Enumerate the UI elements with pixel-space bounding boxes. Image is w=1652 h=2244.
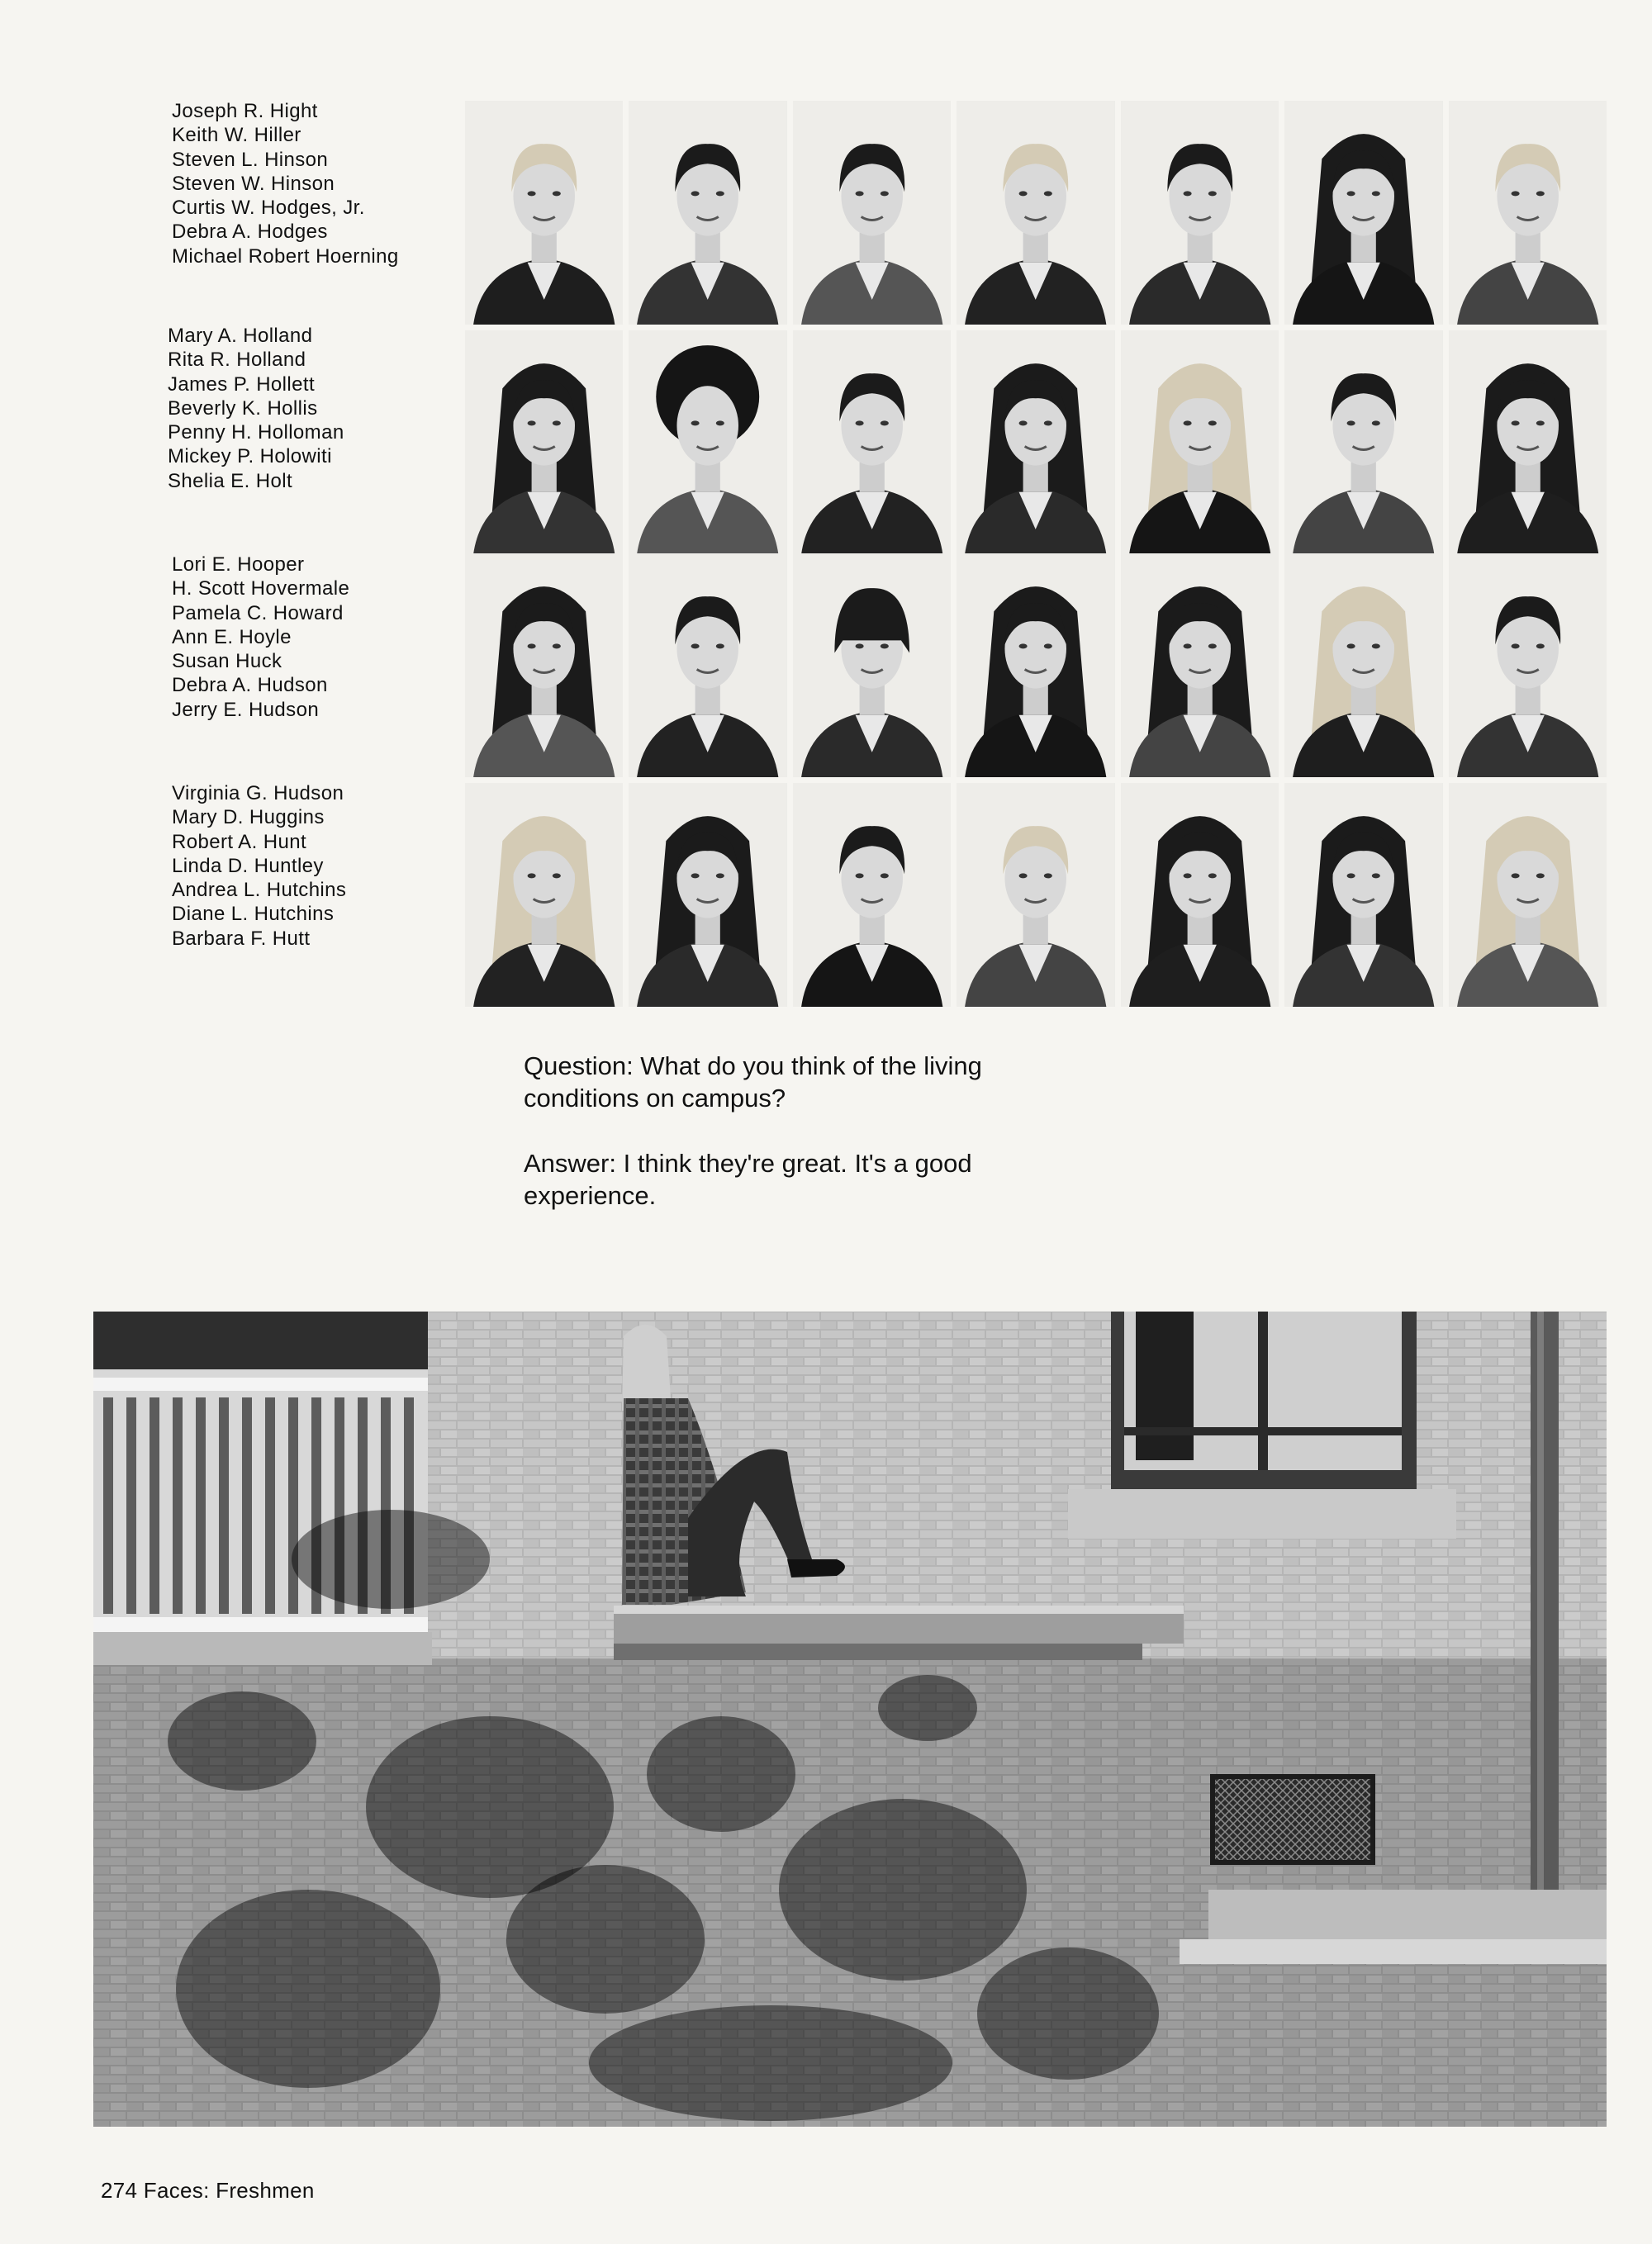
- answer-line: experience.: [524, 1181, 657, 1210]
- student-name: Joseph R. Hight: [172, 100, 318, 122]
- student-name: Robert A. Hunt: [172, 830, 307, 853]
- student-portrait: [1449, 783, 1607, 1007]
- student-portrait: [629, 553, 786, 777]
- student-name: Jerry E. Hudson: [172, 698, 320, 721]
- student-name: Andrea L. Hutchins: [172, 879, 347, 902]
- student-portrait: [793, 101, 951, 325]
- student-portrait: [793, 783, 951, 1007]
- student-portrait: [465, 553, 623, 777]
- student-portrait: [465, 101, 623, 325]
- student-portrait: [957, 101, 1114, 325]
- student-name: Rita R. Holland: [168, 349, 306, 372]
- student-name: Keith W. Hiller: [172, 124, 301, 147]
- student-name: Susan Huck: [172, 650, 282, 673]
- student-portrait: [1449, 330, 1607, 554]
- student-portrait: [1284, 101, 1442, 325]
- student-name: Steven L. Hinson: [172, 148, 329, 171]
- student-name: Curtis W. Hodges, Jr.: [172, 197, 365, 220]
- student-portrait: [793, 330, 951, 554]
- page-footer: 274 Faces: Freshmen: [101, 2178, 315, 2203]
- student-name: Ann E. Hoyle: [172, 625, 292, 648]
- student-name: Mickey P. Holowiti: [168, 445, 332, 468]
- student-portrait: [1121, 101, 1279, 325]
- student-name: Shelia E. Holt: [168, 469, 293, 492]
- portrait-row-1: [465, 101, 1607, 325]
- student-name: Beverly K. Hollis: [168, 396, 318, 420]
- student-name: Diane L. Hutchins: [172, 903, 335, 926]
- student-portrait: [1284, 330, 1442, 554]
- interview-question: [524, 1050, 1151, 1114]
- student-name: Lori E. Hooper: [172, 553, 305, 576]
- student-name: Debra A. Hudson: [172, 674, 328, 697]
- student-name: H. Scott Hovermale: [172, 577, 350, 600]
- student-name: Barbara F. Hutt: [172, 927, 311, 950]
- student-name: Steven W. Hinson: [172, 172, 335, 195]
- answer-line: Answer: I think they're great. It's a good: [524, 1149, 972, 1178]
- student-portrait: [629, 101, 786, 325]
- student-portrait: [793, 553, 951, 777]
- student-name: James P. Hollett: [168, 372, 316, 396]
- interview-answer: [524, 1147, 1151, 1212]
- portrait-row-3: [465, 553, 1607, 777]
- name-list-row-2: [168, 324, 449, 493]
- student-name: Linda D. Huntley: [172, 854, 324, 877]
- question-line: conditions on campus?: [524, 1084, 786, 1113]
- student-portrait: [1121, 783, 1279, 1007]
- name-list-row-4: [172, 781, 453, 951]
- student-name: Mary D. Huggins: [172, 806, 325, 829]
- name-list-row-1: [172, 99, 453, 268]
- student-portrait: [1121, 330, 1279, 554]
- student-name: Virginia G. Hudson: [172, 782, 344, 804]
- portrait-row-2: [465, 330, 1607, 554]
- student-name: Penny H. Holloman: [168, 421, 344, 444]
- student-portrait: [1121, 553, 1279, 777]
- student-portrait: [629, 330, 786, 554]
- student-portrait: [1449, 101, 1607, 325]
- name-list-row-3: [172, 553, 453, 722]
- student-name: Pamela C. Howard: [172, 601, 344, 624]
- student-portrait: [629, 783, 786, 1007]
- student-portrait: [465, 330, 623, 554]
- student-portrait: [957, 330, 1114, 554]
- student-portrait: [1284, 783, 1442, 1007]
- student-portrait: [957, 783, 1114, 1007]
- student-portrait: [1284, 553, 1442, 777]
- student-portrait: [1449, 553, 1607, 777]
- student-name: Mary A. Holland: [168, 325, 313, 347]
- student-portrait: [465, 783, 623, 1007]
- campus-photo-image: [93, 1312, 1607, 2127]
- student-name: Debra A. Hodges: [172, 221, 328, 244]
- question-line: Question: What do you think of the living: [524, 1051, 982, 1080]
- portrait-row-4: [465, 783, 1607, 1007]
- student-name: Michael Robert Hoerning: [172, 244, 399, 268]
- student-portrait: [957, 553, 1114, 777]
- campus-photo: [93, 1312, 1607, 2127]
